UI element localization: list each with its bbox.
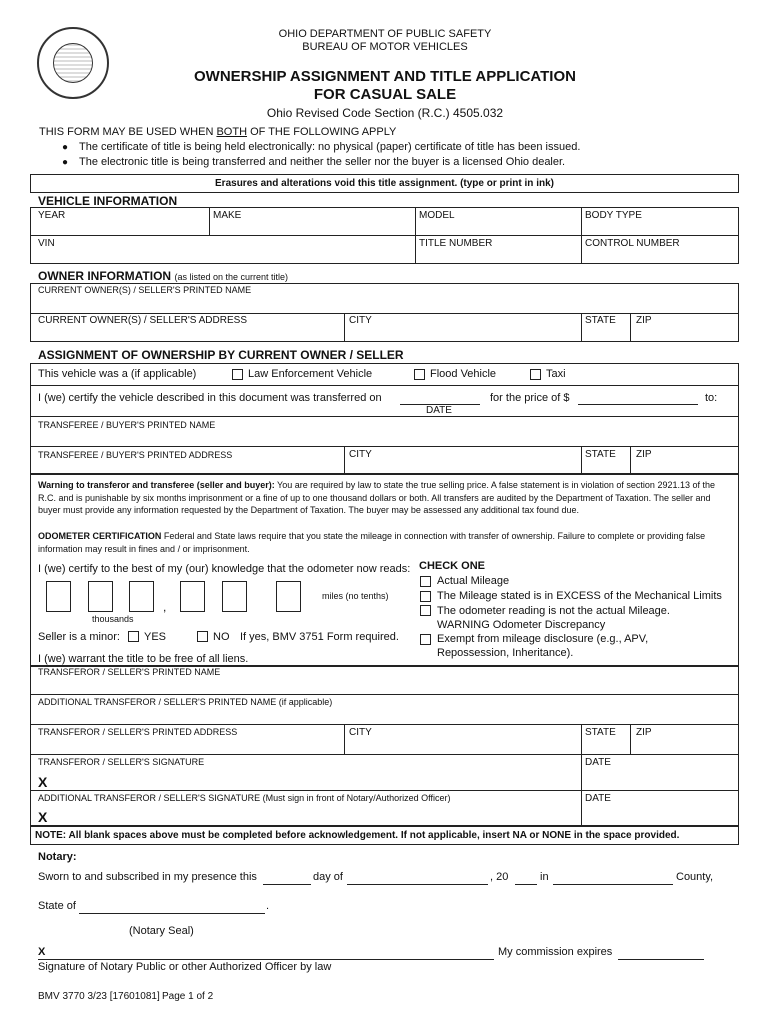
additional-transferor-name-field[interactable]: ADDITIONAL TRANSFEROR / SELLER'S PRINTED NAME (if applicable)	[38, 697, 333, 707]
odometer-certification-text: ODOMETER CERTIFICATION Federal and State laws require that you state the mileage in connection with transfer of ownership. Failure to complete or providing false information may result in fines and / or imprisonment.	[38, 531, 706, 554]
notary-state-input[interactable]	[79, 913, 265, 914]
excess-mileage-checkbox[interactable]	[420, 591, 431, 602]
miles-label: miles (no tenths)	[322, 591, 389, 601]
buyer-state-field[interactable]: STATE	[585, 449, 616, 460]
year-field[interactable]: YEAR	[38, 210, 66, 221]
odometer-comma: ,	[163, 600, 167, 614]
thousands-label: thousands	[92, 614, 134, 624]
law-enforcement-checkbox[interactable]	[232, 369, 243, 380]
law-enforcement-label: Law Enforcement Vehicle	[248, 368, 373, 380]
odometer-digit-1[interactable]	[46, 581, 71, 612]
odometer-digit-5[interactable]	[222, 581, 247, 612]
actual-mileage-label: Actual Mileage	[437, 575, 510, 587]
flood-vehicle-checkbox[interactable]	[414, 369, 425, 380]
odometer-discrepancy-warning: WARNING Odometer Discrepancy	[437, 619, 606, 631]
transferor-address-field[interactable]: TRANSFEROR / SELLER'S PRINTED ADDRESS	[38, 727, 238, 737]
sworn-text: Sworn to and subscribed in my presence this	[38, 871, 257, 883]
signature-x-mark: X	[38, 774, 48, 790]
odometer-digit-4[interactable]	[180, 581, 205, 612]
transfer-certify-text: I (we) certify the vehicle described in this document was transferred on	[38, 392, 382, 404]
owner-city-field[interactable]: CITY	[349, 315, 372, 326]
odometer-digit-6[interactable]	[276, 581, 301, 612]
additional-transferor-date-field[interactable]: DATE	[585, 793, 611, 804]
taxi-checkbox[interactable]	[530, 369, 541, 380]
owner-name-field[interactable]: CURRENT OWNER(S) / SELLER'S PRINTED NAME	[38, 285, 252, 295]
exempt-mileage-label: Exempt from mileage disclosure (e.g., APV,	[437, 633, 649, 645]
state-period: .	[266, 900, 270, 912]
buyer-name-field[interactable]: TRANSFEREE / BUYER'S PRINTED NAME	[38, 420, 216, 430]
state-of-label: State of	[38, 900, 76, 912]
seller-minor-label: Seller is a minor:	[38, 631, 120, 643]
notary-x-mark: X	[38, 946, 46, 958]
signature-x-mark: X	[38, 809, 48, 825]
bullet-dot: ●	[62, 142, 69, 153]
owner-info-heading: OWNER INFORMATION (as listed on the current title)	[38, 269, 289, 283]
not-actual-mileage-label: The odometer reading is not the actual Mileage.	[437, 605, 670, 617]
notary-heading: Notary:	[38, 851, 77, 863]
taxi-label: Taxi	[546, 368, 566, 380]
not-actual-mileage-checkbox[interactable]	[420, 605, 431, 616]
intro-line: THIS FORM MAY BE USED WHEN BOTH OF THE FOLLOWING APPLY	[39, 126, 397, 138]
vehicle-was-label: This vehicle was a (if applicable)	[38, 368, 197, 380]
transferor-zip-field[interactable]: ZIP	[636, 727, 652, 738]
page-number: Page 1 of 2	[162, 991, 214, 1002]
minor-yes-label: YES	[144, 631, 167, 643]
bureau-name: BUREAU OF MOTOR VEHICLES	[302, 41, 468, 53]
additional-transferor-signature-field[interactable]: ADDITIONAL TRANSFEROR / SELLER'S SIGNATURE (Must sign in front of Notary/Authorized Officer)	[38, 793, 451, 803]
in-label: in	[540, 871, 549, 883]
vin-field[interactable]: VIN	[38, 238, 55, 249]
odometer-digit-2[interactable]	[88, 581, 113, 612]
notary-day-input[interactable]	[263, 884, 311, 885]
price-label: for the price of $	[490, 392, 570, 404]
actual-mileage-checkbox[interactable]	[420, 576, 431, 587]
buyer-zip-field[interactable]: ZIP	[636, 449, 652, 460]
model-field[interactable]: MODEL	[419, 210, 455, 221]
minor-no-label: NO	[213, 631, 230, 643]
odometer-digit-3[interactable]	[129, 581, 154, 612]
body-type-field[interactable]: BODY TYPE	[585, 210, 642, 221]
commission-expires-input[interactable]	[618, 959, 704, 960]
day-of-label: day of	[313, 871, 343, 883]
transferor-signature-field[interactable]: TRANSFEROR / SELLER'S SIGNATURE	[38, 757, 205, 767]
owner-zip-field[interactable]: ZIP	[636, 315, 652, 326]
flood-vehicle-label: Flood Vehicle	[430, 368, 497, 380]
check-one-heading: CHECK ONE	[419, 560, 486, 572]
note-box	[30, 826, 739, 845]
commission-label: My commission expires	[498, 946, 613, 958]
owner-state-field[interactable]: STATE	[585, 315, 616, 326]
form-id: BMV 3770 3/23 [17601081]	[38, 991, 160, 1002]
erasures-note-box	[30, 174, 739, 193]
excess-mileage-label: The Mileage stated is in EXCESS of the Mechanical Limits	[437, 590, 722, 602]
owner-address-field[interactable]: CURRENT OWNER(S) / SELLER'S ADDRESS	[38, 315, 247, 326]
lien-warranty-text: I (we) warrant the title to be free of all liens.	[38, 653, 249, 665]
transferor-state-field[interactable]: STATE	[585, 727, 616, 738]
title-number-field[interactable]: TITLE NUMBER	[419, 238, 493, 249]
price-input[interactable]	[578, 404, 698, 405]
to-label: to:	[705, 392, 718, 404]
code-section: Ohio Revised Code Section (R.C.) 4505.032	[266, 106, 504, 120]
buyer-address-field[interactable]: TRANSFEREE / BUYER'S PRINTED ADDRESS	[38, 450, 233, 460]
control-number-field[interactable]: CONTROL NUMBER	[585, 238, 680, 249]
make-field[interactable]: MAKE	[213, 210, 242, 221]
exempt-mileage-checkbox[interactable]	[420, 634, 431, 645]
transferor-city-field[interactable]: CITY	[349, 727, 372, 738]
warning-text: Warning to transferor and transferee (seller and buyer): You are required by law to state the true selling price. A false statement is in violation of section 2921.13 of the R.C. and is punishable by six months imprisonment or a fine of up to one thousand dollars or both. All transfers are audited by the Department of Taxation. The seller and buyer must provide any information requested by the Department of Taxation. The buyer may be assessed any additional tax found due.	[38, 480, 715, 515]
year-prefix-label: , 20	[490, 871, 509, 883]
agency-name: OHIO DEPARTMENT OF PUBLIC SAFETY	[278, 28, 492, 40]
minor-yes-checkbox[interactable]	[128, 631, 139, 642]
intro-bullet-2: The electronic title is being transferred and neither the seller nor the buyer is a licensed Ohio dealer.	[79, 156, 566, 168]
bullet-dot: ●	[62, 157, 69, 168]
buyer-city-field[interactable]: CITY	[349, 449, 372, 460]
notary-seal-label: (Notary Seal)	[129, 925, 194, 937]
transferor-signature-date-field[interactable]: DATE	[585, 757, 611, 768]
notary-county-input[interactable]	[553, 884, 673, 885]
assignment-heading: ASSIGNMENT OF OWNERSHIP BY CURRENT OWNER / SELLER	[38, 348, 404, 362]
intro-bullet-1: The certificate of title is being held electronically: no physical (paper) certificate of title has been issued.	[79, 141, 581, 153]
form-title-line1: OWNERSHIP ASSIGNMENT AND TITLE APPLICATION	[194, 68, 576, 85]
odometer-certify-text: I (we) certify to the best of my (our) knowledge that the odometer now reads:	[38, 563, 411, 575]
bmv-3751-note: If yes, BMV 3751 Form required.	[240, 631, 399, 643]
notary-signature-input[interactable]	[38, 959, 494, 960]
vehicle-info-heading: VEHICLE INFORMATION	[38, 194, 178, 208]
completion-note: NOTE: All blank spaces above must be completed before acknowledgement. If not applicable, insert NA or NONE in the space provided.	[35, 830, 680, 841]
notary-month-input[interactable]	[347, 884, 488, 885]
notary-signature-label: Signature of Notary Public or other Authorized Officer by law	[38, 961, 332, 973]
erasures-note: Erasures and alterations void this title assignment. (type or print in ink)	[215, 178, 554, 189]
notary-year-input[interactable]	[515, 884, 537, 885]
exempt-mileage-label-2: Repossession, Inheritance).	[437, 647, 574, 659]
minor-no-checkbox[interactable]	[197, 631, 208, 642]
transferor-name-field[interactable]: TRANSFEROR / SELLER'S PRINTED NAME	[38, 667, 221, 677]
county-label: County,	[676, 871, 714, 883]
form-title-line2: FOR CASUAL SALE	[313, 86, 457, 103]
transfer-date-label: DATE	[426, 405, 452, 416]
